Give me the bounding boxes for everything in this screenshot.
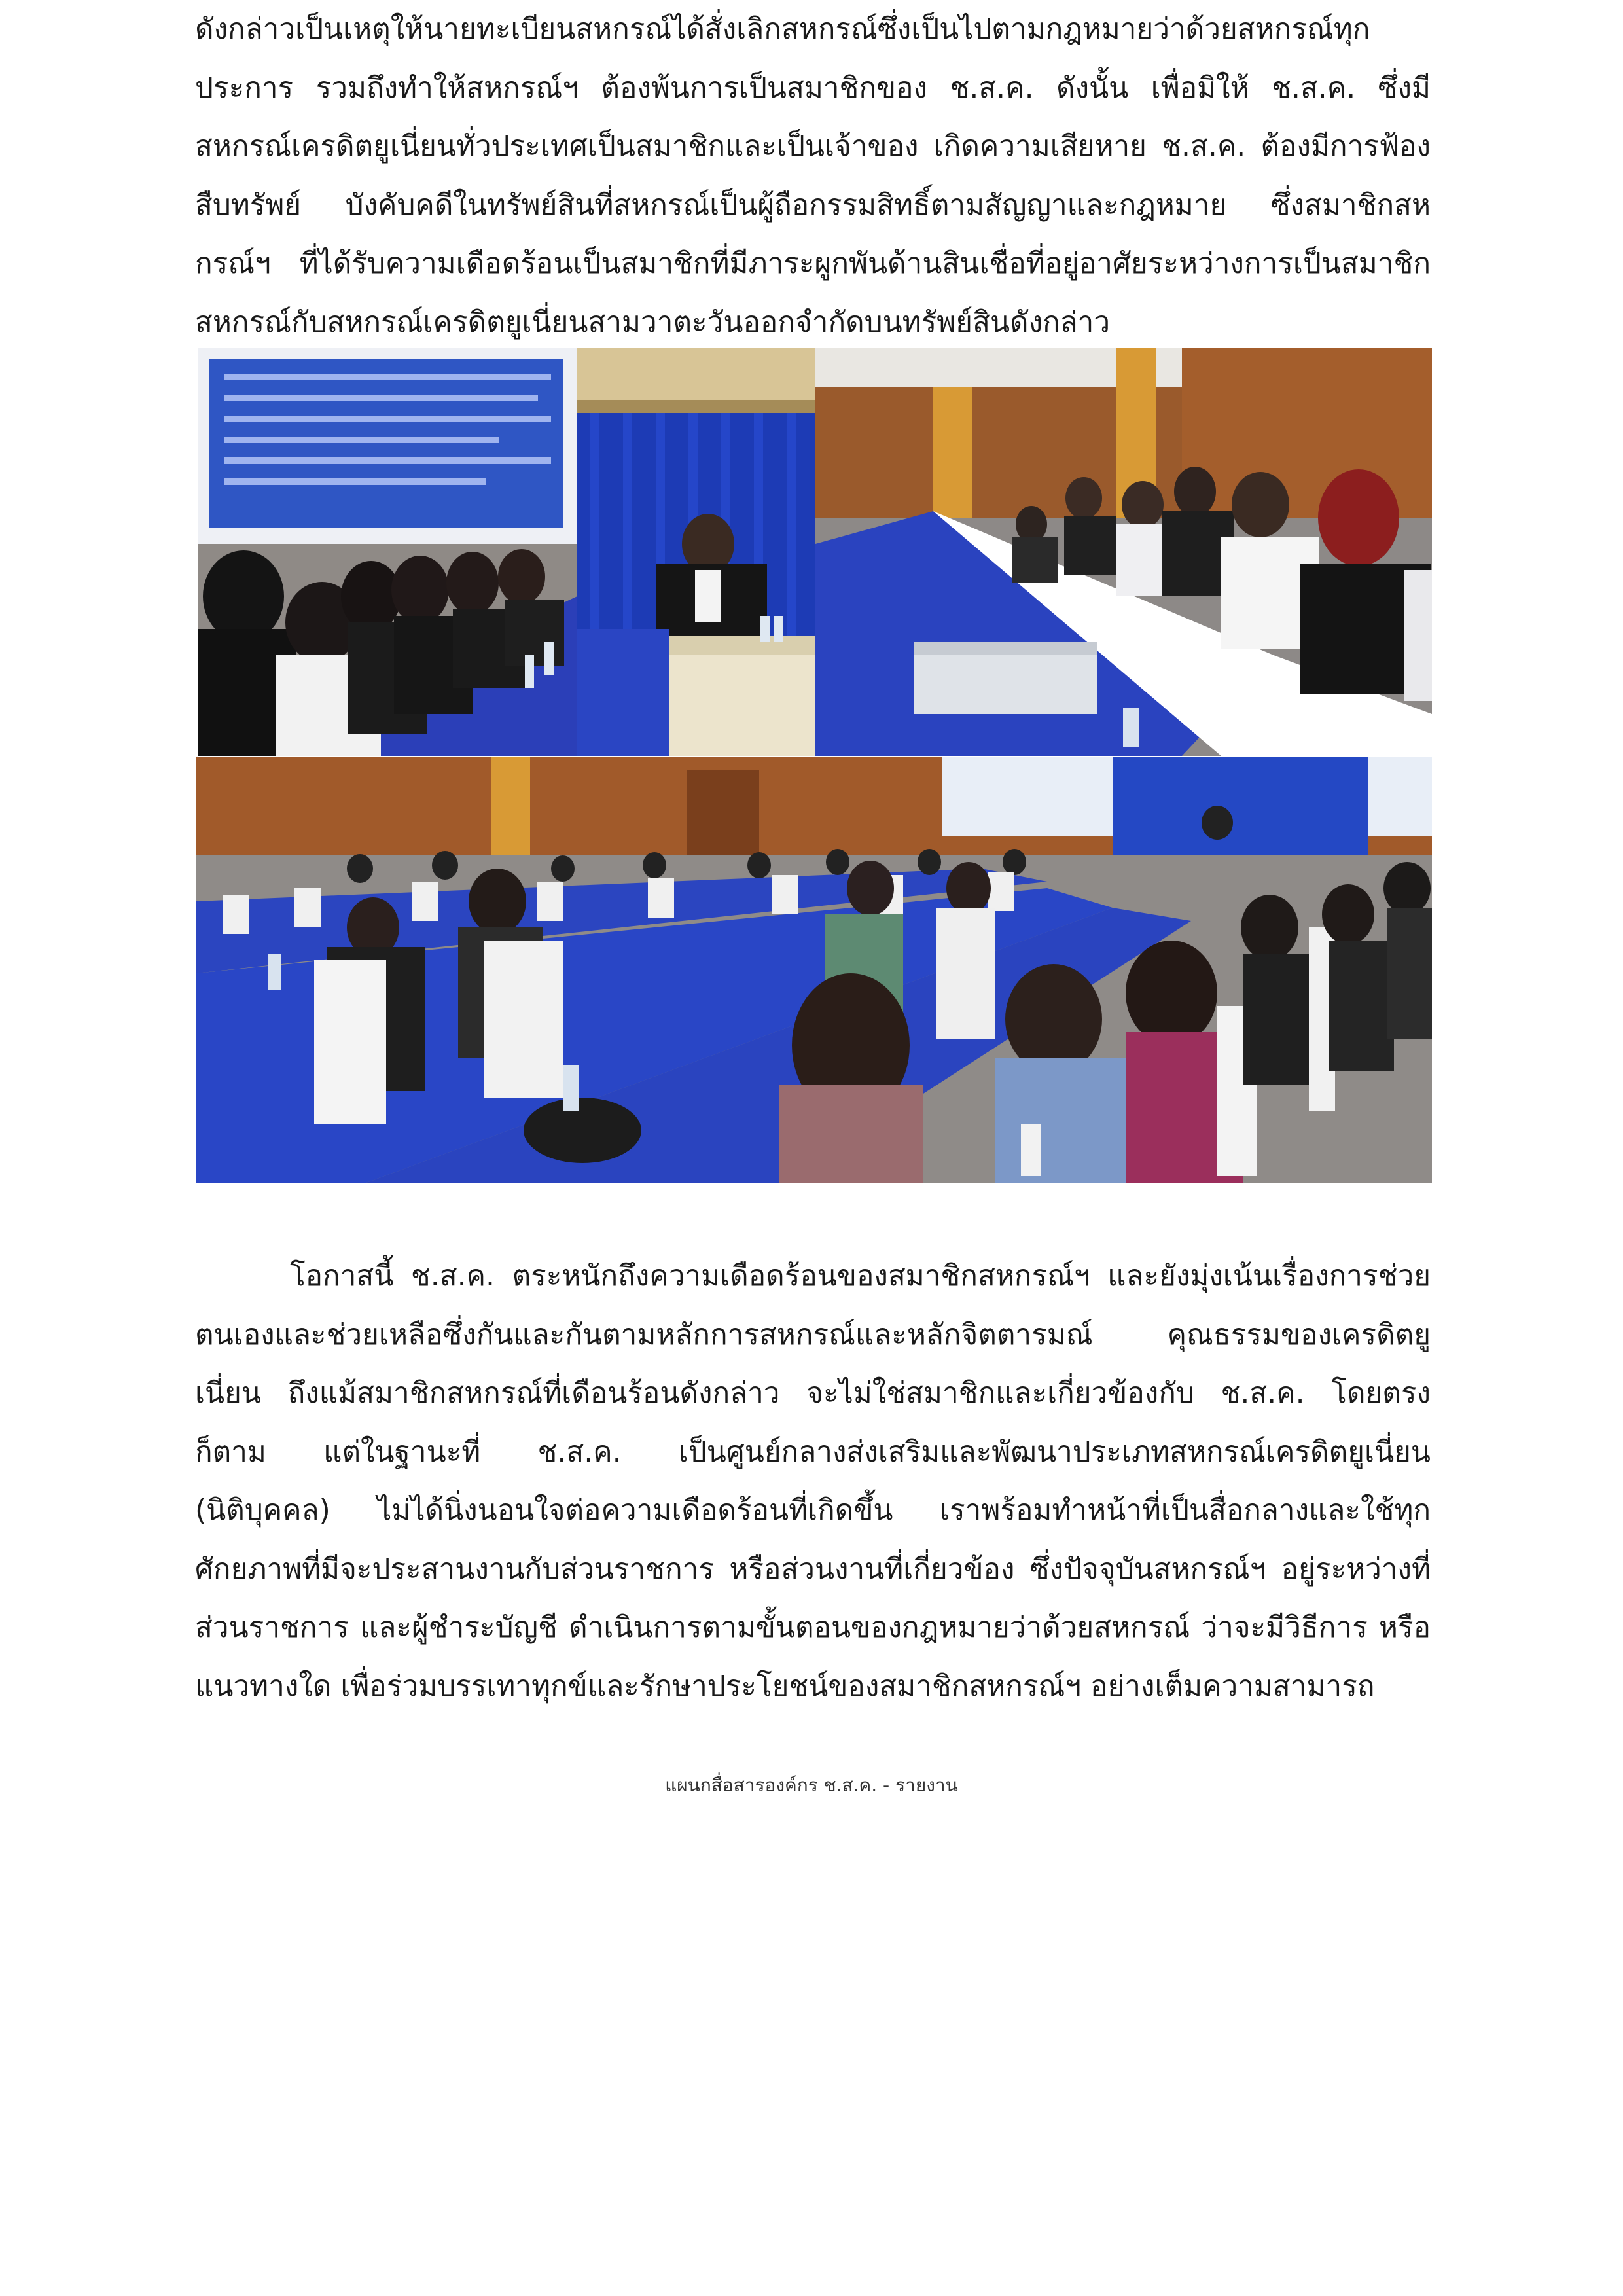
body-paragraph-1: ดังกล่าวเป็นเหตุให้นายทะเบียนสหกรณ์ได้สั่งเลิกสหกรณ์ซึ่งเป็นไปตามกฎหมายว่าด้วยสหกรณ์ทุกประการ รวมถึงทำให้สหกรณ์ฯ ต้องพ้นการเป็นสมาชิกของ ช.ส.ค. ดังนั้น เพื่อมิให้ ช.ส.ค. ซึ่งมีสหกรณ์เครดิตยูเนี่ยนทั่วประเทศเป็นสมาชิกและเป็นเจ้าของ เกิดความเสียหาย ช.ส.ค. ต้องมีการฟ้อง สืบทรัพย์ บังคับคดีในทรัพย์สินที่สหกรณ์เป็นผู้ถือกรรมสิทธิ์ตามสัญญาและกฎหมาย ซึ่งสมาชิกสหกรณ์ฯ ที่ได้รับความเดือดร้อนเป็นสมาชิกที่มีภาระผูกพันด้านสินเชื่อที่อยู่อาศัยระหว่างการเป็นสมาชิกสหกรณ์กับสหกรณ์เครดิตยูเนี่ยนสามวาตะวันออกจำกัดบนทรัพย์สินดังกล่าว [195, 12, 1431, 339]
meeting-photo-chairperson [577, 348, 815, 756]
meeting-photo-officials [815, 348, 1432, 756]
report-credit-footer: แผนกสื่อสารองค์กร ช.ส.ค. - รายงาน [665, 1774, 958, 1796]
meeting-photo-slide-attendees [198, 348, 577, 756]
meeting-photo-members-hall [196, 757, 1432, 1183]
body-paragraph-2: โอกาสนี้ ช.ส.ค. ตระหนักถึงความเดือดร้อนของสมาชิกสหกรณ์ฯ และยังมุ่งเน้นเรื่องการช่วยตนเองและช่วยเหลือซึ่งกันและกันตามหลักการสหกรณ์และหลักจิตตารมณ์ คุณธรรมของเครดิตยูเนี่ยน ถึงแม้สมาชิกสหกรณ์ที่เดือนร้อนดังกล่าว จะไม่ใช่สมาชิกและเกี่ยวข้องกับ ช.ส.ค. โดยตรงก็ตาม แต่ในฐานะที่ ช.ส.ค. เป็นศูนย์กลางส่งเสริมและพัฒนาประเภทสหกรณ์เครดิตยูเนี่ยน (นิติบุคคล) ไม่ได้นิ่งนอนใจต่อความเดือดร้อนที่เกิดขึ้น เราพร้อมทำหน้าที่เป็นสื่อกลางและใช้ทุกศักยภาพที่มีจะประสานงานกับส่วนราชการ หรือส่วนงานที่เกี่ยวข้อง ซึ่งปัจจุบันสหกรณ์ฯ อยู่ระหว่างที่ส่วนราชการ และผู้ชำระบัญชี ดำเนินการตามขั้นตอนของกฎหมายว่าด้วยสหกรณ์ ว่าจะมีวิธีการ หรือแนวทางใด เพื่อร่วมบรรเทาทุกข์และรักษาประโยชน์ของสมาชิกสหกรณ์ฯ อย่างเต็มความสามารถ [195, 1259, 1431, 1703]
